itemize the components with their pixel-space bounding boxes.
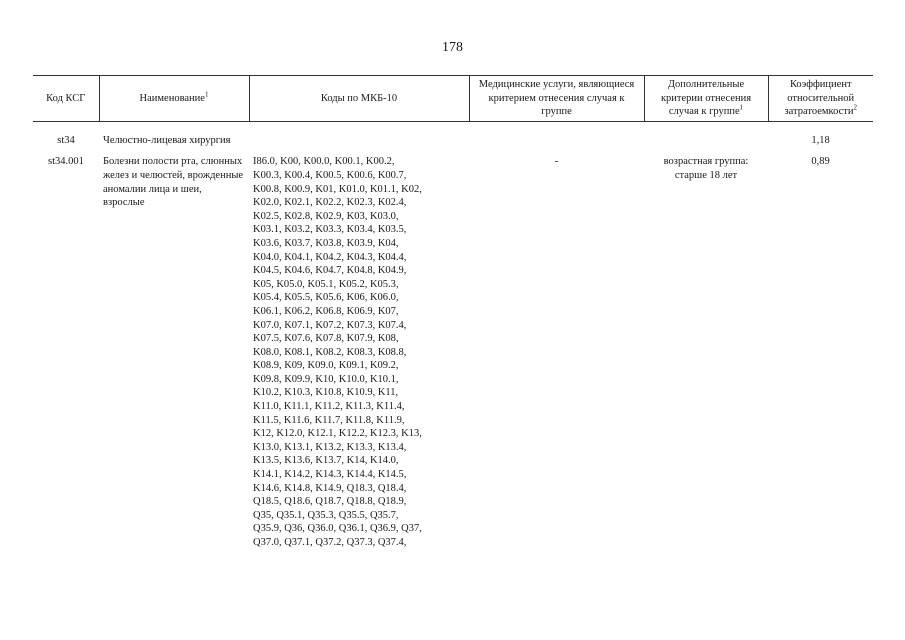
icd-code-line: K13.5, K13.6, K13.7, K14, K14.0, — [253, 455, 399, 467]
group-coef: 1,18 — [811, 134, 830, 146]
icd-code-line: K05.4, K05.5, K05.6, K06, K06.0, — [253, 292, 399, 304]
header-services: Медицинские услуги, являющиеся критерием отнесения случая к группе — [469, 76, 644, 122]
group-name: Челюстно-лицевая хирургия — [103, 134, 231, 146]
detail-services: - — [554, 156, 559, 168]
detail-extra: возрастная группа: старше 18 лет — [663, 156, 749, 181]
icd-code-line: K07.0, K07.1, K07.2, K07.3, K07.4, — [253, 319, 407, 331]
table-header-row — [33, 76, 873, 122]
icd-code-line: K07.5, K07.6, K07.8, K07.9, K08, — [253, 333, 399, 345]
header-name: Наименование$^1$ — [99, 76, 249, 122]
icd-code-line: K08.9, K09, K09.0, K09.1, K09.2, — [253, 360, 399, 372]
detail-name: Болезни полости рта, слюнных желез и челюстей, врожденные аномалии лица и шеи, взрослые — [103, 156, 244, 209]
icd-code-line: K11.0, K11.1, K11.2, K11.3, K11.4, — [253, 401, 405, 413]
icd-code-line: K04.5, K04.6, K04.7, K04.8, K04.9, — [253, 265, 407, 277]
header-extra: Дополнительные критерии отнесения случая к группе$^1$ — [644, 76, 768, 122]
icd-code-line: K11.5, K11.6, K11.7, K11.8, K11.9, — [253, 414, 405, 426]
icd-code-line: K10.2, K10.3, K10.8, K10.9, K11, — [253, 387, 399, 399]
table-row-detail — [33, 155, 873, 549]
icd-code-line: K12, K12.0, K12.1, K12.2, K12.3, K13, — [253, 428, 422, 440]
icd-code-line: K08.0, K08.1, K08.2, K08.3, K08.8, — [253, 346, 407, 358]
icd-code-line: K03.1, K03.2, K03.3, K03.4, K03.5, — [253, 224, 407, 236]
icd-code-line: K02.0, K02.1, K02.2, K02.3, K02.4, — [253, 197, 407, 209]
header-name-footnote: 1 — [204, 90, 209, 99]
icd-code-line: K14.6, K14.8, K14.9, Q18.3, Q18.4, — [253, 482, 407, 494]
icd-code-line: K03.6, K03.7, K03.8, K03.9, K04, — [253, 237, 399, 249]
icd-code-line: K04.0, K04.1, K04.2, K04.3, K04.4, — [253, 251, 407, 263]
header-coef-footnote: 2 — [853, 103, 857, 112]
icd-code-line: K14.1, K14.2, K14.3, K14.4, K14.5, — [253, 469, 407, 481]
detail-icd-codes — [249, 155, 469, 549]
icd-code-line: K00.8, K00.9, K01, K01.0, K01.1, K02, — [253, 183, 422, 195]
group-code: st34 — [57, 134, 75, 146]
icd-code-line: Q35, Q35.1, Q35.3, Q35.5, Q35.7, — [253, 509, 399, 521]
table-row-group — [33, 134, 873, 148]
icd-code-line: K05, K05.0, K05.1, K05.2, K05.3, — [253, 278, 399, 290]
icd-code-line: Q35.9, Q36, Q36.0, Q36.1, Q36.9, Q37, — [253, 523, 422, 535]
header-code: Код КСГ — [33, 76, 99, 122]
icd-code-line: I86.0, K00, K00.0, K00.1, K00.2, — [253, 156, 395, 168]
icd-code-line: K00.3, K00.4, K00.5, K00.6, K00.7, — [253, 169, 407, 181]
detail-code: st34.001 — [48, 156, 84, 168]
header-coef: Коэффициент относительной затратоемкости$^2$ — [768, 76, 873, 122]
icd-code-line: Q18.5, Q18.6, Q18.7, Q18.8, Q18.9, — [253, 496, 407, 508]
icd-code-line: K02.5, K02.8, K02.9, K03, K03.0, — [253, 210, 399, 222]
header-extra-footnote: 1 — [739, 103, 744, 112]
header-icd: Коды по МКБ-10 — [249, 76, 469, 122]
icd-code-line: K09.8, K09.9, K10, K10.0, K10.1, — [253, 373, 399, 385]
detail-coef: 0,89 — [811, 156, 830, 168]
ksg-table — [33, 75, 873, 550]
icd-code-line: K13.0, K13.1, K13.2, K13.3, K13.4, — [253, 441, 407, 453]
icd-code-line: K06.1, K06.2, K06.8, K06.9, K07, — [253, 305, 399, 317]
icd-code-line: Q37.0, Q37.1, Q37.2, Q37.3, Q37.4, — [253, 537, 407, 548]
page-number: 178 — [442, 40, 463, 55]
